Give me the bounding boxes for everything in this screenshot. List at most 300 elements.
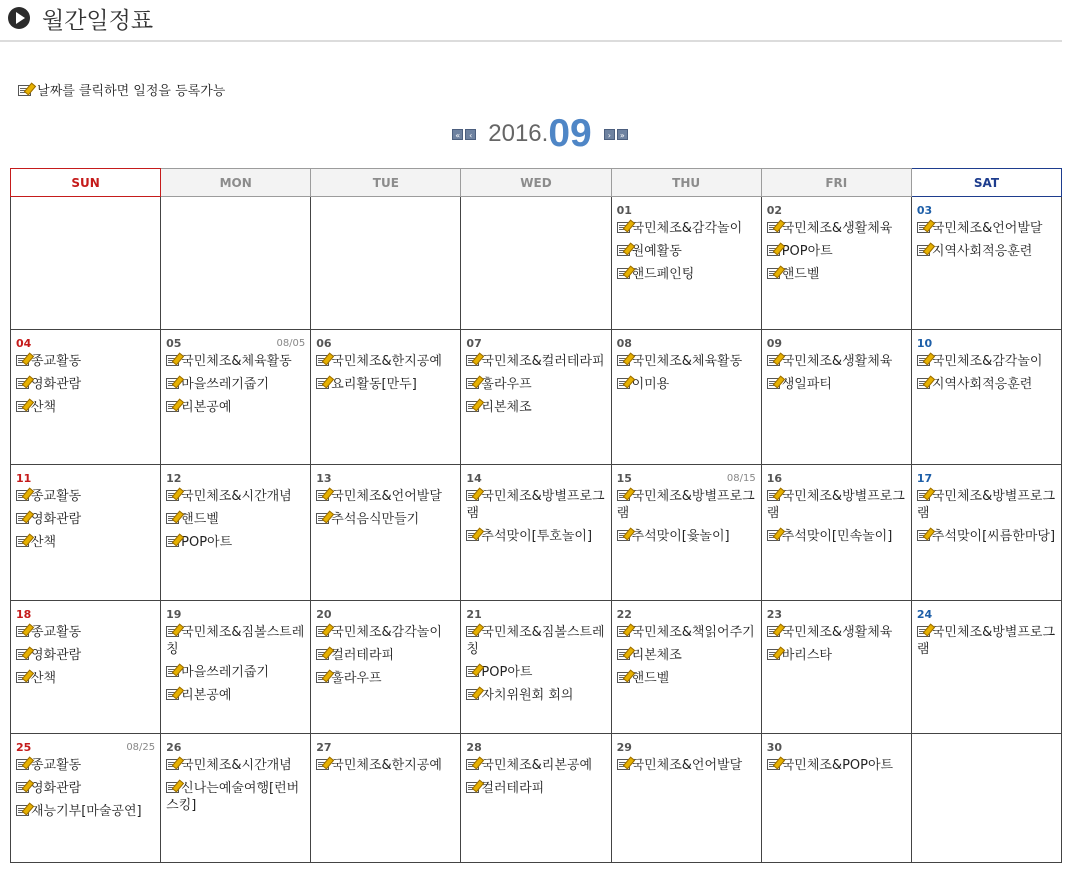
schedule-event-text: 산책 xyxy=(31,671,57,686)
edit-icon xyxy=(16,649,29,660)
edit-icon xyxy=(617,490,630,501)
schedule-event-text: 마을쓰레기줍기 xyxy=(181,377,270,392)
weekday-sat: SAT xyxy=(911,169,1061,197)
calendar-day-cell[interactable] xyxy=(761,465,911,601)
schedule-event[interactable] xyxy=(166,780,305,814)
edit-icon xyxy=(166,759,179,770)
day-number[interactable] xyxy=(617,739,756,755)
day-number-text: 14 xyxy=(466,472,482,485)
day-number[interactable] xyxy=(917,335,1056,351)
edit-icon xyxy=(16,805,29,816)
schedule-event-text: 영화관람 xyxy=(31,377,82,392)
edit-icon xyxy=(18,85,31,96)
day-number[interactable] xyxy=(316,739,455,755)
calendar-week-row xyxy=(11,197,1062,330)
calendar-day-cell[interactable] xyxy=(311,465,461,601)
edit-icon xyxy=(166,666,179,677)
schedule-event[interactable] xyxy=(767,243,906,260)
day-number[interactable] xyxy=(617,335,756,351)
calendar-day-cell xyxy=(11,197,161,330)
edit-icon xyxy=(16,355,29,366)
calendar-day-cell[interactable] xyxy=(761,330,911,465)
schedule-event-text: 국민체조&방별프로그램 xyxy=(616,489,755,521)
schedule-event[interactable] xyxy=(767,220,906,237)
calendar-day-cell[interactable] xyxy=(161,734,311,863)
day-number-text: 06 xyxy=(316,337,332,350)
schedule-event-text: 국민체조&짐볼스트레칭 xyxy=(466,625,605,657)
schedule-event-text: 국민체조&시간개념 xyxy=(181,489,292,504)
calendar-day-cell[interactable] xyxy=(761,734,911,863)
schedule-event-text: 국민체조&한지공예 xyxy=(331,758,442,773)
schedule-event[interactable] xyxy=(466,488,605,522)
calendar-day-cell[interactable] xyxy=(311,330,461,465)
schedule-event-text: 국민체조&방별프로그램 xyxy=(766,489,905,521)
edit-icon xyxy=(466,378,479,389)
calendar-day-cell[interactable] xyxy=(161,601,311,734)
day-number[interactable] xyxy=(617,202,756,218)
edit-icon xyxy=(767,222,780,233)
day-number[interactable] xyxy=(917,470,1056,486)
schedule-event[interactable] xyxy=(617,220,756,237)
calendar-day-cell xyxy=(161,197,311,330)
day-number-text: 25 xyxy=(16,741,32,754)
schedule-event-text: 자치위원회 회의 xyxy=(481,688,574,703)
schedule-event-text: 리본체조 xyxy=(481,400,532,415)
edit-icon xyxy=(466,666,479,677)
day-number[interactable] xyxy=(617,606,756,622)
day-number-text: 16 xyxy=(766,472,783,485)
schedule-event[interactable] xyxy=(166,534,305,551)
schedule-event[interactable] xyxy=(767,647,906,664)
weekday-tue: TUE xyxy=(311,169,461,197)
day-number[interactable] xyxy=(316,335,455,351)
schedule-event[interactable] xyxy=(16,757,155,774)
schedule-event-text: 이미용 xyxy=(631,377,670,392)
schedule-event[interactable] xyxy=(466,687,605,704)
schedule-event-text: 종교활동 xyxy=(31,489,82,504)
schedule-event-text: 국민체조&언어발달 xyxy=(931,221,1043,236)
schedule-event[interactable] xyxy=(767,376,906,393)
schedule-event[interactable] xyxy=(16,511,155,528)
edit-icon xyxy=(466,782,479,793)
day-number[interactable] xyxy=(166,335,305,351)
schedule-event-text: 국민체조&방별프로그램 xyxy=(916,625,1056,657)
lunar-date: 08/05 xyxy=(276,338,306,349)
calendar-week-row xyxy=(11,734,1062,863)
schedule-event[interactable] xyxy=(767,757,906,774)
calendar-day-cell[interactable] xyxy=(461,465,611,601)
calendar-day-cell[interactable] xyxy=(11,465,161,601)
schedule-event-text: 마을쓰레기줍기 xyxy=(181,665,270,680)
day-number-text: 07 xyxy=(466,337,482,350)
schedule-event[interactable] xyxy=(166,664,305,681)
schedule-event[interactable] xyxy=(466,780,605,797)
schedule-event-text: 신나는예술여행[런버스킹] xyxy=(166,781,300,813)
weekday-header-row xyxy=(11,169,1062,197)
day-number-text: 20 xyxy=(316,608,332,621)
schedule-event[interactable] xyxy=(617,243,756,260)
edit-icon xyxy=(617,378,630,389)
schedule-event-text: 국민체조&방별프로그램 xyxy=(916,489,1056,521)
schedule-event[interactable] xyxy=(16,780,155,797)
edit-icon xyxy=(617,355,630,366)
month-navigation xyxy=(0,112,1080,155)
edit-icon xyxy=(917,490,930,501)
calendar-day-cell[interactable] xyxy=(761,197,911,330)
day-number[interactable] xyxy=(617,470,756,486)
schedule-event[interactable] xyxy=(316,376,455,393)
schedule-event-text: 국민체조&감각놀이 xyxy=(331,625,442,640)
day-number-text: 08 xyxy=(616,337,632,350)
schedule-event[interactable] xyxy=(16,376,155,393)
schedule-event-text: 요리활동[만두] xyxy=(331,377,417,392)
edit-icon xyxy=(166,378,179,389)
day-number-text: 11 xyxy=(16,472,32,485)
calendar-day-cell xyxy=(311,197,461,330)
schedule-event[interactable] xyxy=(316,488,455,505)
day-number[interactable] xyxy=(316,470,455,486)
schedule-event-text: 추석맞이[씨름한마당] xyxy=(931,529,1056,544)
schedule-event-text: 리본공예 xyxy=(181,400,232,415)
edit-icon xyxy=(166,626,179,637)
edit-icon xyxy=(316,626,329,637)
edit-icon xyxy=(166,401,179,412)
calendar-week-row xyxy=(11,330,1062,465)
schedule-event[interactable] xyxy=(466,376,605,393)
day-number[interactable] xyxy=(466,606,605,622)
calendar-day-cell xyxy=(461,197,611,330)
edit-icon xyxy=(466,626,479,637)
edit-icon xyxy=(16,378,29,389)
calendar-day-cell[interactable] xyxy=(11,734,161,863)
schedule-event-text: 국민체조&감각놀이 xyxy=(631,221,743,236)
play-circle-icon xyxy=(8,7,30,29)
schedule-event[interactable] xyxy=(617,488,756,522)
day-number[interactable] xyxy=(917,202,1056,218)
schedule-event[interactable] xyxy=(466,399,605,416)
schedule-event-text: 영화관람 xyxy=(31,648,82,663)
schedule-event[interactable] xyxy=(917,353,1056,370)
day-number[interactable] xyxy=(767,606,906,622)
prev-year-button[interactable]: « xyxy=(452,129,463,140)
schedule-event[interactable] xyxy=(917,624,1056,658)
day-number-text: 01 xyxy=(616,204,632,217)
edit-icon xyxy=(316,513,329,524)
schedule-event[interactable] xyxy=(166,399,305,416)
schedule-event[interactable] xyxy=(917,376,1056,393)
schedule-event[interactable] xyxy=(617,376,756,393)
schedule-event[interactable] xyxy=(617,670,756,687)
calendar-day-cell[interactable] xyxy=(611,330,761,465)
schedule-event[interactable] xyxy=(166,511,305,528)
calendar-day-cell[interactable] xyxy=(611,734,761,863)
day-number[interactable] xyxy=(767,202,906,218)
schedule-event[interactable] xyxy=(16,647,155,664)
schedule-event-text: 핸드벨 xyxy=(631,671,670,686)
schedule-event-text: POP아트 xyxy=(181,535,233,550)
calendar-day-cell[interactable] xyxy=(911,465,1061,601)
edit-icon xyxy=(466,355,479,366)
lunar-date: 08/15 xyxy=(726,473,756,484)
calendar-day-cell[interactable] xyxy=(911,601,1061,734)
schedule-event-text: 생일파티 xyxy=(781,377,832,392)
current-year: 2016. xyxy=(488,120,549,147)
edit-icon xyxy=(466,490,479,501)
schedule-event[interactable] xyxy=(316,353,455,370)
schedule-event-text: 종교활동 xyxy=(31,758,82,773)
schedule-event-text: 국민체조&POP아트 xyxy=(781,758,894,773)
edit-icon xyxy=(316,490,329,501)
schedule-event-text: POP아트 xyxy=(781,244,833,259)
schedule-event[interactable] xyxy=(917,243,1056,260)
day-number[interactable] xyxy=(166,739,305,755)
schedule-event[interactable] xyxy=(466,624,605,658)
page-title: 월간일정표 xyxy=(42,8,154,34)
schedule-event[interactable] xyxy=(767,488,906,522)
schedule-event-text: 국민체조&생활체육 xyxy=(781,221,893,236)
edit-icon xyxy=(166,536,179,547)
weekday-sun: SUN xyxy=(11,169,161,197)
edit-icon xyxy=(767,759,780,770)
schedule-event-text: 추석맞이[윷놀이] xyxy=(631,529,730,544)
calendar-day-cell[interactable] xyxy=(611,601,761,734)
day-number[interactable] xyxy=(466,739,605,755)
schedule-event[interactable] xyxy=(166,624,305,658)
edit-icon xyxy=(166,689,179,700)
schedule-event[interactable] xyxy=(316,624,455,641)
edit-icon xyxy=(617,672,630,683)
edit-icon xyxy=(767,268,780,279)
schedule-event-text: POP아트 xyxy=(481,665,533,680)
schedule-event-text: 국민체조&언어발달 xyxy=(331,489,442,504)
edit-icon xyxy=(166,782,179,793)
day-number-text: 18 xyxy=(16,608,32,621)
schedule-event[interactable] xyxy=(917,220,1056,237)
edit-icon xyxy=(316,672,329,683)
schedule-event[interactable] xyxy=(16,670,155,687)
schedule-event[interactable] xyxy=(617,647,756,664)
day-number[interactable] xyxy=(466,335,605,351)
edit-icon xyxy=(316,649,329,660)
schedule-event-text: 국민체조&생활체육 xyxy=(781,354,893,369)
day-number[interactable] xyxy=(166,470,305,486)
day-number[interactable] xyxy=(767,739,906,755)
current-month: 09 xyxy=(548,112,592,155)
edit-icon xyxy=(617,245,630,256)
schedule-event[interactable] xyxy=(166,376,305,393)
schedule-event-text: 바리스타 xyxy=(781,648,832,663)
calendar-day-cell[interactable] xyxy=(761,601,911,734)
schedule-event[interactable] xyxy=(166,353,305,370)
day-number-text: 22 xyxy=(616,608,632,621)
day-number-text: 05 xyxy=(166,337,182,350)
schedule-event[interactable] xyxy=(466,528,605,545)
edit-icon xyxy=(617,626,630,637)
edit-icon xyxy=(917,626,930,637)
edit-icon xyxy=(767,530,780,541)
day-number[interactable] xyxy=(166,606,305,622)
edit-icon xyxy=(767,245,780,256)
edit-icon xyxy=(617,649,630,660)
day-number-text: 17 xyxy=(916,472,933,485)
schedule-event[interactable] xyxy=(617,266,756,283)
schedule-event[interactable] xyxy=(16,488,155,505)
edit-icon xyxy=(466,689,479,700)
schedule-event[interactable] xyxy=(917,488,1056,522)
schedule-event-text: 국민체조&리본공예 xyxy=(481,758,593,773)
day-number-text: 19 xyxy=(166,608,182,621)
edit-icon xyxy=(767,490,780,501)
calendar-day-cell[interactable] xyxy=(311,601,461,734)
calendar-day-cell[interactable] xyxy=(311,734,461,863)
day-number[interactable] xyxy=(16,739,155,755)
edit-icon xyxy=(767,626,780,637)
page-header xyxy=(0,0,1062,42)
schedule-event[interactable] xyxy=(316,757,455,774)
day-number-text: 28 xyxy=(466,741,482,754)
day-number[interactable] xyxy=(767,335,906,351)
day-number[interactable] xyxy=(917,606,1056,622)
schedule-event[interactable] xyxy=(767,266,906,283)
schedule-event-text: 핸드벨 xyxy=(181,512,219,527)
day-number-text: 23 xyxy=(766,608,783,621)
schedule-event[interactable] xyxy=(617,757,756,774)
edit-icon xyxy=(917,355,930,366)
calendar-day-cell[interactable] xyxy=(611,465,761,601)
edit-icon xyxy=(917,378,930,389)
edit-icon xyxy=(617,268,630,279)
schedule-event[interactable] xyxy=(617,528,756,545)
day-number-text: 02 xyxy=(766,204,783,217)
day-number[interactable] xyxy=(316,606,455,622)
edit-icon xyxy=(166,355,179,366)
schedule-event[interactable] xyxy=(166,488,305,505)
day-number[interactable] xyxy=(466,470,605,486)
day-number-text: 12 xyxy=(166,472,182,485)
calendar-day-cell[interactable] xyxy=(911,197,1061,330)
next-year-button[interactable]: » xyxy=(617,129,628,140)
edit-icon xyxy=(617,530,630,541)
edit-icon xyxy=(16,672,29,683)
prev-month-button[interactable]: ‹ xyxy=(465,129,476,140)
calendar-week-row xyxy=(11,601,1062,734)
schedule-event[interactable] xyxy=(316,670,455,687)
schedule-event-text: 영화관람 xyxy=(31,512,82,527)
schedule-event[interactable] xyxy=(466,757,605,774)
schedule-event[interactable] xyxy=(466,353,605,370)
schedule-event-text: 국민체조&체육활동 xyxy=(181,354,292,369)
schedule-event-text: 국민체조&방별프로그램 xyxy=(466,489,605,521)
edit-icon xyxy=(166,513,179,524)
schedule-event[interactable] xyxy=(166,687,305,704)
schedule-event-text: 국민체조&체육활동 xyxy=(631,354,743,369)
day-number-text: 10 xyxy=(916,337,933,350)
schedule-event[interactable] xyxy=(466,664,605,681)
schedule-event[interactable] xyxy=(16,353,155,370)
schedule-event[interactable] xyxy=(767,528,906,545)
day-number-text: 03 xyxy=(916,204,933,217)
schedule-event-text: 영화관람 xyxy=(31,781,82,796)
edit-icon xyxy=(16,401,29,412)
calendar-day-cell[interactable] xyxy=(611,197,761,330)
edit-icon xyxy=(767,378,780,389)
schedule-event[interactable] xyxy=(16,399,155,416)
schedule-event-text: 컬러테라피 xyxy=(481,781,545,796)
day-number-text: 21 xyxy=(466,608,482,621)
schedule-event-text: 종교활동 xyxy=(31,625,82,640)
calendar-day-cell[interactable] xyxy=(911,330,1061,465)
schedule-event-text: 산책 xyxy=(31,400,57,415)
schedule-event[interactable] xyxy=(316,511,455,528)
schedule-event-text: 원예활동 xyxy=(631,244,682,259)
calendar-day-cell[interactable] xyxy=(461,734,611,863)
schedule-event-text: 종교활동 xyxy=(31,354,82,369)
calendar-day-cell[interactable] xyxy=(461,330,611,465)
schedule-event-text: 국민체조&짐볼스트레칭 xyxy=(166,625,305,657)
schedule-event-text: 리본체조 xyxy=(631,648,682,663)
day-number-text: 04 xyxy=(16,337,32,350)
next-month-button[interactable]: › xyxy=(604,129,615,140)
schedule-event[interactable] xyxy=(316,647,455,664)
schedule-event-text: 국민체조&생활체육 xyxy=(781,625,893,640)
calendar-week-row xyxy=(11,465,1062,601)
schedule-event[interactable] xyxy=(16,534,155,551)
edit-icon xyxy=(466,759,479,770)
schedule-event-text: 재능기부[마술공연] xyxy=(31,804,142,819)
schedule-event-text: 컬러테라피 xyxy=(331,648,395,663)
weekday-wed: WED xyxy=(461,169,611,197)
schedule-event-text: 핸드벨 xyxy=(781,267,820,282)
schedule-event-text: 리본공예 xyxy=(181,688,232,703)
schedule-event[interactable] xyxy=(166,757,305,774)
weekday-thu: THU xyxy=(611,169,761,197)
day-number-text: 24 xyxy=(916,608,933,621)
schedule-event-text: 국민체조&시간개념 xyxy=(181,758,292,773)
edit-icon xyxy=(316,759,329,770)
calendar-table xyxy=(10,168,1062,863)
day-number[interactable] xyxy=(16,470,155,486)
calendar-day-cell[interactable] xyxy=(11,601,161,734)
schedule-event-text: 지역사회적응훈련 xyxy=(931,244,1033,259)
calendar-day-cell[interactable] xyxy=(461,601,611,734)
edit-icon xyxy=(16,490,29,501)
schedule-event-text: 핸드페인팅 xyxy=(631,267,695,282)
schedule-event[interactable] xyxy=(767,353,906,370)
schedule-event-text: 국민체조&감각놀이 xyxy=(931,354,1043,369)
schedule-event-text: 훌라우프 xyxy=(331,671,382,686)
schedule-event-text: 국민체조&언어발달 xyxy=(631,758,743,773)
day-number-text: 15 xyxy=(616,472,632,485)
calendar-day-cell[interactable] xyxy=(161,465,311,601)
edit-icon xyxy=(16,782,29,793)
calendar-day-cell xyxy=(911,734,1061,863)
day-number[interactable] xyxy=(16,606,155,622)
edit-icon xyxy=(917,245,930,256)
calendar-day-cell[interactable] xyxy=(161,330,311,465)
edit-icon xyxy=(917,222,930,233)
schedule-event[interactable] xyxy=(617,353,756,370)
lunar-date: 08/25 xyxy=(126,742,156,753)
day-number[interactable] xyxy=(767,470,906,486)
calendar-day-cell[interactable] xyxy=(11,330,161,465)
schedule-event[interactable] xyxy=(16,803,155,820)
schedule-event[interactable] xyxy=(16,624,155,641)
day-number[interactable] xyxy=(16,335,155,351)
weekday-fri: FRI xyxy=(761,169,911,197)
schedule-event[interactable] xyxy=(617,624,756,641)
schedule-event[interactable] xyxy=(767,624,906,641)
schedule-event[interactable] xyxy=(917,528,1056,545)
